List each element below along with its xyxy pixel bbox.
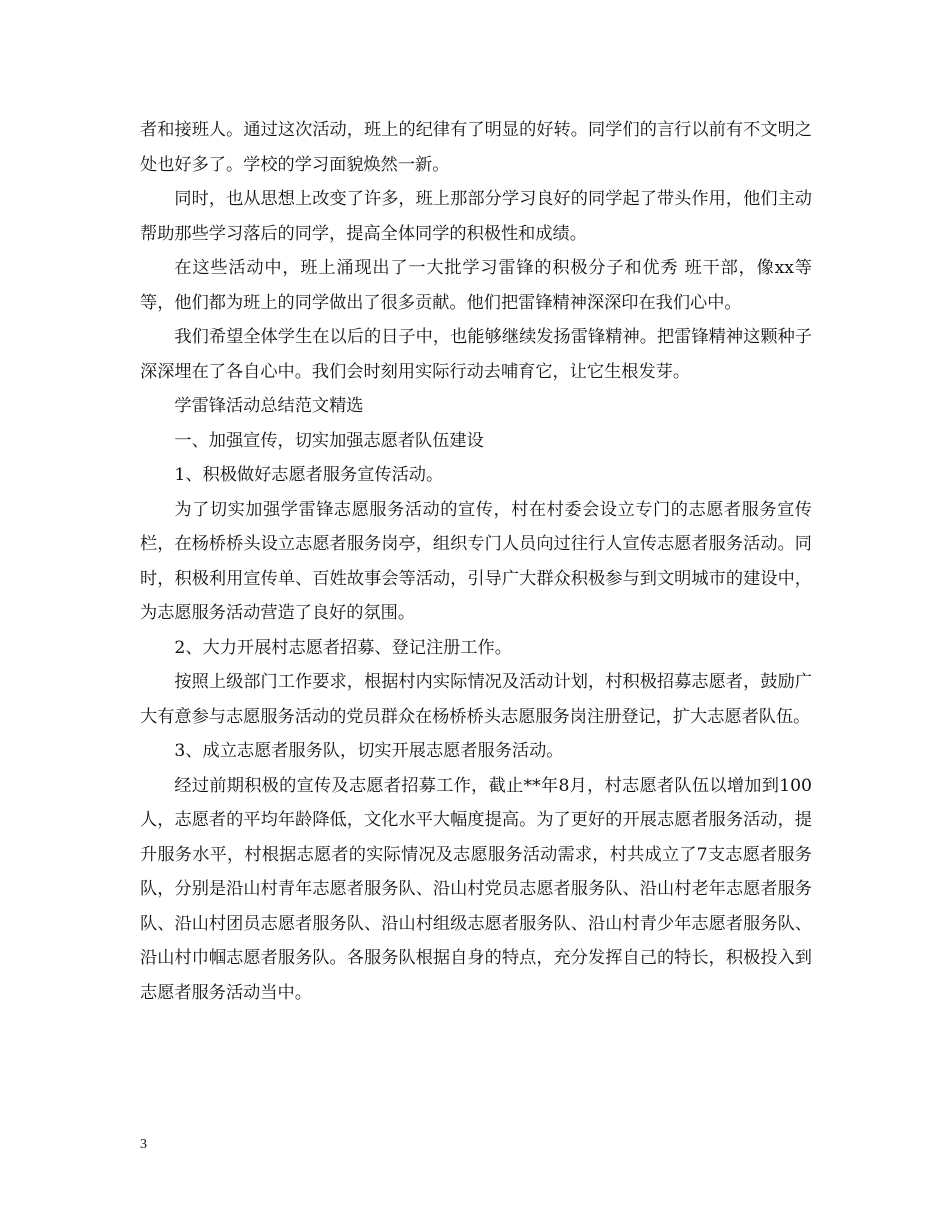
paragraph: 同时，也从思想上改变了许多，班上那部分学习良好的同学起了带头作用，他们主动帮助那些学习落后的同学，提高全体同学的积极性和成绩。 [140, 189, 812, 244]
subsection-heading: 3、成立志愿者服务队，切实开展志愿者服务活动。 [174, 741, 564, 761]
paragraph: 经过前期积极的宣传及志愿者招募工作，截止**年8月，村志愿者队伍以增加到100人，志愿者的平均年龄降低，文化水平大幅度提高。为了更好的开展志愿者服务活动，提升服务水平，村根据志愿者的实际情况及志愿服务活动需求，村共成立了7支志愿者服务队，分别是沿山村青年志愿者服务队、沿山村党员志愿者服务队、沿山村老年志愿者服务队、沿山村团员志愿者服务队、沿山村组级志愿者服务队、沿山村青少年志愿者服务队、沿山村巾帼志愿者服务队。各服务队根据自身的特点，充分发挥自己的特长，积极投入到志愿者服务活动当中。 [140, 775, 812, 1003]
document-body [140, 113, 812, 1010]
paragraph: 在这些活动中，班上涌现出了一大批学习雷锋的积极分子和优秀 班干部，像xx等等，他们都为班上的同学做出了很多贡献。他们把雷锋精神深深印在我们心中。 [140, 258, 812, 313]
section-heading: 一、加强宣传，切实加强志愿者队伍建设 [174, 430, 484, 451]
subsection-heading: 2、大力开展村志愿者招募、登记注册工作。 [174, 637, 512, 658]
paragraph: 按照上级部门工作要求，根据村内实际情况及活动计划，村积极招募志愿者，鼓励广大有意参与志愿服务活动的党员群众在杨桥桥头志愿服务岗注册登记，扩大志愿者队伍。 [140, 672, 812, 727]
page-number: 3 [140, 1137, 147, 1152]
section-title: 学雷锋活动总结范文精选 [174, 396, 364, 416]
paragraph-continuation: 者和接班人。通过这次活动，班上的纪律有了明显的好转。同学们的言行以前有不文明之处也好多了。学校的学习面貌焕然一新。 [140, 120, 812, 175]
paragraph: 为了切实加强学雷锋志愿服务活动的宣传，村在村委会设立专门的志愿者服务宣传栏，在杨桥桥头设立志愿者服务岗亭，组织专门人员向过往行人宣传志愿者服务活动。同时，积极利用宣传单、百姓故事会等活动，引导广大群众积极参与到文明城市的建设中，为志愿服务活动营造了良好的氛围。 [140, 499, 812, 623]
paragraph: 我们希望全体学生在以后的日子中，也能够继续发扬雷锋精神。把雷锋精神这颗种子深深埋在了各自心中。我们会时刻用实际行动去哺育它，让它生根发芽。 [140, 327, 812, 382]
subsection-heading: 1、积极做好志愿者服务宣传活动。 [174, 465, 444, 485]
